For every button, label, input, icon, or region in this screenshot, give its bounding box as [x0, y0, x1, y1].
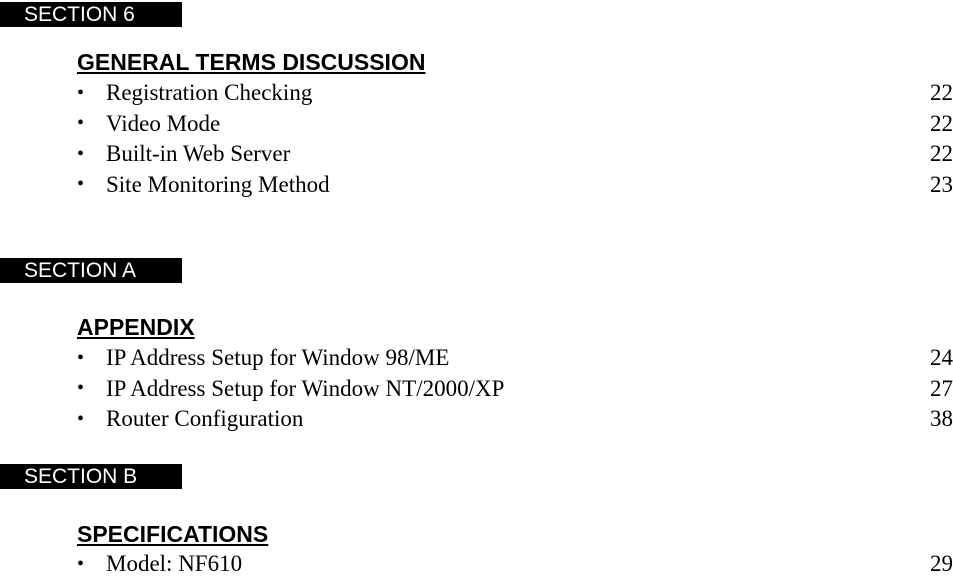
- toc-entry-built-in-web-server[interactable]: [77, 139, 953, 170]
- toc-entry-title: Video Mode: [106, 110, 221, 136]
- toc-entry-model-nf610[interactable]: [77, 549, 953, 580]
- section-6-tab: SECTION 6: [0, 2, 182, 27]
- toc-entry-page: 23: [930, 171, 953, 197]
- specifications-heading: SPECIFICATIONS: [77, 521, 269, 547]
- toc-entry-ip-setup-nt-2000-xp[interactable]: [77, 374, 953, 405]
- toc-entry-video-mode[interactable]: [77, 109, 953, 140]
- bullet-icon: •: [77, 346, 85, 369]
- appendix-list: [77, 343, 953, 435]
- toc-entry-page: 24: [930, 345, 953, 371]
- toc-entry-page: 27: [930, 375, 953, 401]
- toc-entry-title: Built-in Web Server: [106, 141, 291, 167]
- toc-entry-registration-checking[interactable]: [77, 78, 953, 109]
- bullet-icon: •: [77, 142, 85, 165]
- bullet-icon: •: [77, 173, 85, 196]
- toc-entry-page: 22: [930, 141, 953, 167]
- bullet-icon: •: [77, 407, 85, 430]
- toc-entry-title: Registration Checking: [106, 80, 313, 106]
- toc-entry-site-monitoring-method[interactable]: [77, 170, 953, 201]
- toc-entry-page: 29: [930, 551, 953, 577]
- toc-entry-page: 22: [930, 80, 953, 106]
- toc-entry-ip-setup-98-me[interactable]: [77, 343, 953, 374]
- toc-entry-title: Site Monitoring Method: [106, 171, 330, 197]
- bullet-icon: •: [77, 112, 85, 135]
- bullet-icon: •: [77, 377, 85, 400]
- general-terms-list: [77, 78, 953, 200]
- bullet-icon: •: [77, 552, 85, 575]
- section-b-tab: SECTION B: [0, 464, 182, 489]
- toc-entry-router-configuration[interactable]: [77, 404, 953, 435]
- bullet-icon: •: [77, 81, 85, 104]
- general-terms-heading: GENERAL TERMS DISCUSSION: [77, 49, 426, 75]
- toc-entry-title: Model: NF610: [106, 551, 243, 577]
- toc-entry-title: IP Address Setup for Window NT/2000/XP: [106, 375, 505, 401]
- toc-entry-title: Router Configuration: [106, 406, 304, 432]
- specifications-list: [77, 549, 953, 580]
- appendix-heading: APPENDIX: [77, 314, 195, 340]
- toc-entry-title: IP Address Setup for Window 98/ME: [106, 345, 450, 371]
- section-a-tab: SECTION A: [0, 258, 182, 283]
- toc-entry-page: 38: [930, 406, 953, 432]
- toc-entry-page: 22: [930, 110, 953, 136]
